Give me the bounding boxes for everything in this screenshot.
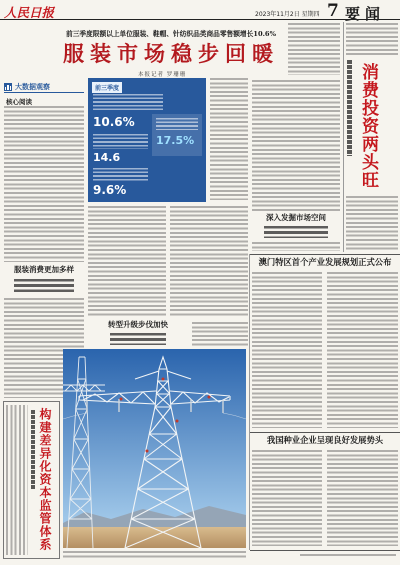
infographic-label	[93, 94, 163, 112]
seed-article-headline: 我国种业企业呈现良好发展势头	[266, 435, 384, 445]
body-text	[288, 23, 340, 75]
infographic-label	[93, 134, 148, 149]
body-text	[88, 206, 166, 318]
macau-article-headline: 澳门特区首个产业发展规划正式公布	[258, 257, 392, 267]
body-text	[327, 450, 398, 546]
finance-box-kicker	[31, 410, 35, 490]
body-text	[252, 450, 322, 546]
finance-box-headline: 构建差异化资本监管体系	[38, 408, 52, 551]
photo-caption	[63, 551, 246, 558]
body-text	[252, 272, 322, 428]
side-article-headline: 消费投资两头旺	[358, 63, 378, 189]
article-subtitle: 前三季度限额以上单位服装、鞋帽、针纺织品类商品零售额增长10.6%	[66, 30, 276, 38]
infographic-figure: 10.6%	[93, 115, 135, 129]
column-divider	[343, 22, 344, 252]
body-text	[4, 106, 84, 262]
body-text	[170, 206, 248, 318]
subhead-3: 深入发掘市场空间	[266, 213, 326, 222]
column-divider	[249, 254, 250, 550]
body-text	[210, 78, 248, 200]
subhead-2: 转型升级步伐加快	[108, 320, 168, 329]
body-text	[346, 196, 398, 250]
section-rule	[250, 254, 400, 255]
infographic-figure: 9.6%	[93, 183, 127, 197]
core-reading-label: 核心阅读	[6, 98, 32, 106]
data-column-icon	[4, 83, 12, 91]
infographic-panel	[152, 114, 202, 156]
subhead-1-deck	[14, 279, 74, 293]
column-tag	[4, 82, 84, 93]
body-text	[192, 322, 248, 346]
section-rule	[250, 432, 400, 433]
infographic-period: 前三季度	[92, 82, 122, 93]
infographic-label	[156, 118, 198, 130]
page-number: 7	[327, 1, 339, 21]
footer-rule	[250, 550, 400, 551]
subhead-1: 服装消费更加多样	[14, 265, 74, 274]
infographic	[88, 78, 206, 202]
body-text	[252, 80, 340, 212]
subhead-3-deck	[264, 226, 328, 238]
subhead-2-deck	[110, 333, 166, 345]
article-headline: 服装市场稳步回暖	[63, 41, 279, 66]
body-text	[346, 23, 398, 55]
infographic-label	[93, 168, 148, 181]
infographic-figure: 17.5%	[156, 134, 195, 147]
issue-date: 2023年11月2日 星期四	[255, 11, 320, 18]
section-title: 要闻	[345, 5, 386, 23]
editor-credit	[300, 554, 396, 558]
article-byline: 本报记者 罗珊珊	[138, 72, 187, 78]
masthead-logo: 人民日报	[4, 5, 55, 20]
body-text	[252, 242, 340, 251]
infographic-figure: 14.6	[93, 151, 121, 164]
column-tag-label: 大数据观察	[15, 83, 50, 91]
body-text	[327, 272, 398, 428]
body-text	[6, 405, 28, 555]
header-rule	[0, 19, 400, 20]
side-article-kicker	[347, 60, 352, 156]
photo-transmission-tower	[63, 349, 246, 548]
